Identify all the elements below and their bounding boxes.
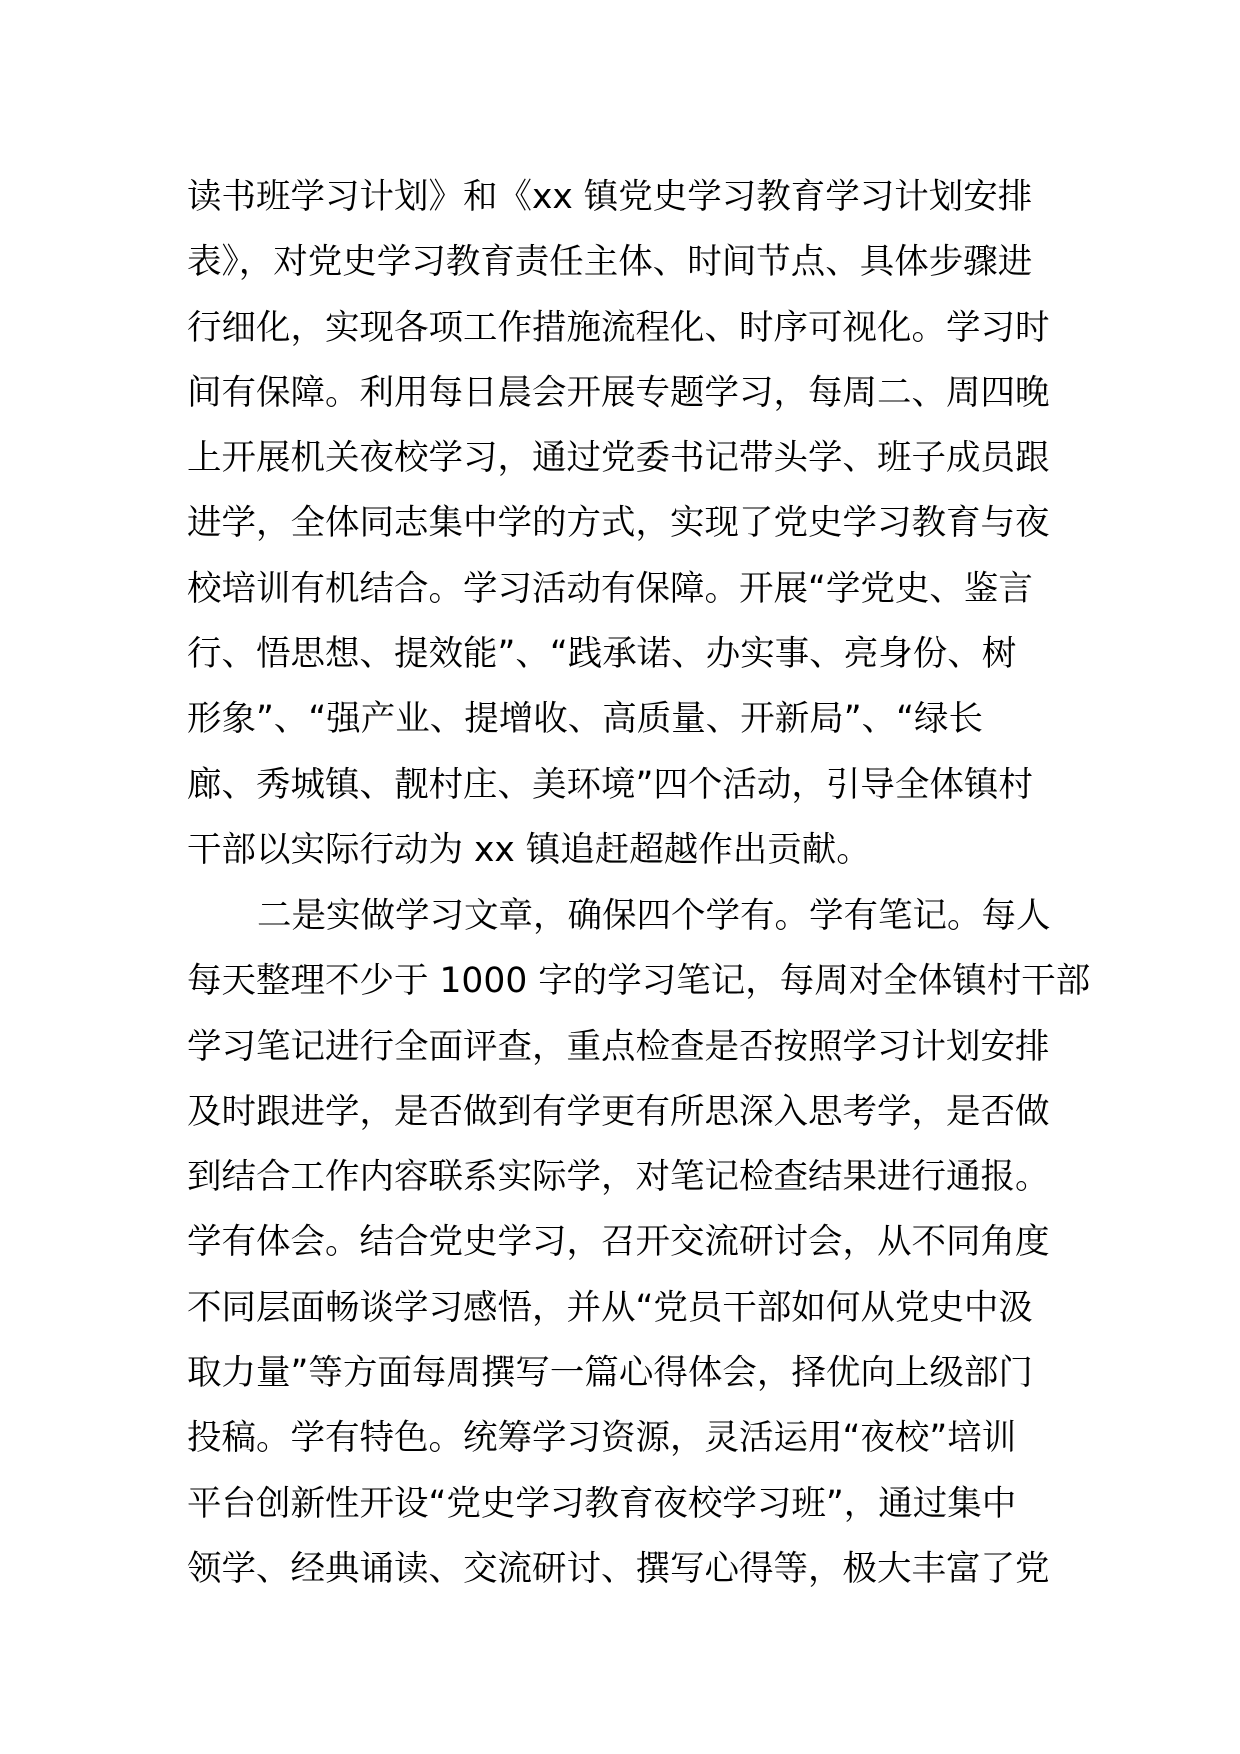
paragraph-1 bbox=[187, 165, 1057, 883]
paragraph-line: 校培训有机结合。学习活动有保障。开展“学党史、鉴言 bbox=[187, 568, 1033, 609]
paragraph-line: 形象”、“强产业、提增收、高质量、开新局”、“绿长 bbox=[187, 699, 983, 740]
paragraph-line: 干部以实际行动为 xx 镇追赶超越作出贡献。 bbox=[187, 829, 871, 870]
paragraph-line: 读书班学习计划》和《xx 镇党史学习教育学习计划安排 bbox=[187, 177, 1033, 217]
paragraph-first-line: 二是实做学习文章，确保四个学有。学有笔记。每人 bbox=[257, 896, 1051, 936]
paragraph-line: 学有体会。结合党史学习，召开交流研讨会，从不同角度 bbox=[187, 1222, 1050, 1263]
paragraph-line: 行细化，实现各项工作措施流程化、时序可视化。学习时 bbox=[187, 307, 1050, 348]
paragraph-line: 不同层面畅谈学习感悟，并从“党员干部如何从党史中汲 bbox=[187, 1287, 1033, 1328]
paragraph-line: 领学、经典诵读、交流研讨、撰写心得等，极大丰富了党 bbox=[187, 1548, 1050, 1589]
paragraph-line: 到结合工作内容联系实际学，对笔记检查结果进行通报。 bbox=[187, 1157, 1050, 1198]
paragraph-line: 廊、秀城镇、靓村庄、美环境”四个活动，引导全体镇村 bbox=[187, 764, 1033, 805]
paragraph-line: 进学，全体同志集中学的方式，实现了党史学习教育与夜 bbox=[187, 503, 1050, 544]
paragraph-line: 及时跟进学，是否做到有学更有所思深入思考学，是否做 bbox=[187, 1091, 1050, 1132]
paragraph-line: 取力量”等方面每周撰写一篇心得体会，择优向上级部门 bbox=[187, 1353, 1033, 1394]
paragraph-line: 平台创新性开设“党史学习教育夜校学习班”，通过集中 bbox=[187, 1483, 1017, 1524]
paragraph-2 bbox=[187, 884, 1091, 1602]
paragraph-line: 间有保障。利用每日晨会开展专题学习，每周二、周四晚 bbox=[187, 372, 1050, 413]
paragraph-line: 每天整理不少于 1000 字的学习笔记，每周对全体镇村干部 bbox=[187, 961, 1091, 1002]
paragraph-line: 投稿。学有特色。统筹学习资源，灵活运用“夜校”培训 bbox=[187, 1418, 1017, 1459]
paragraph-line: 表》，对党史学习教育责任主体、时间节点、具体步骤进 bbox=[187, 242, 1033, 283]
paragraph-line: 学习笔记进行全面评查，重点检查是否按照学习计划安排 bbox=[187, 1026, 1050, 1067]
paragraph-line: 行、悟思想、提效能”、“践承诺、办实事、亮身份、树 bbox=[187, 634, 1017, 675]
paragraph-line: 上开展机关夜校学习，通过党委书记带头学、班子成员跟 bbox=[187, 438, 1050, 479]
